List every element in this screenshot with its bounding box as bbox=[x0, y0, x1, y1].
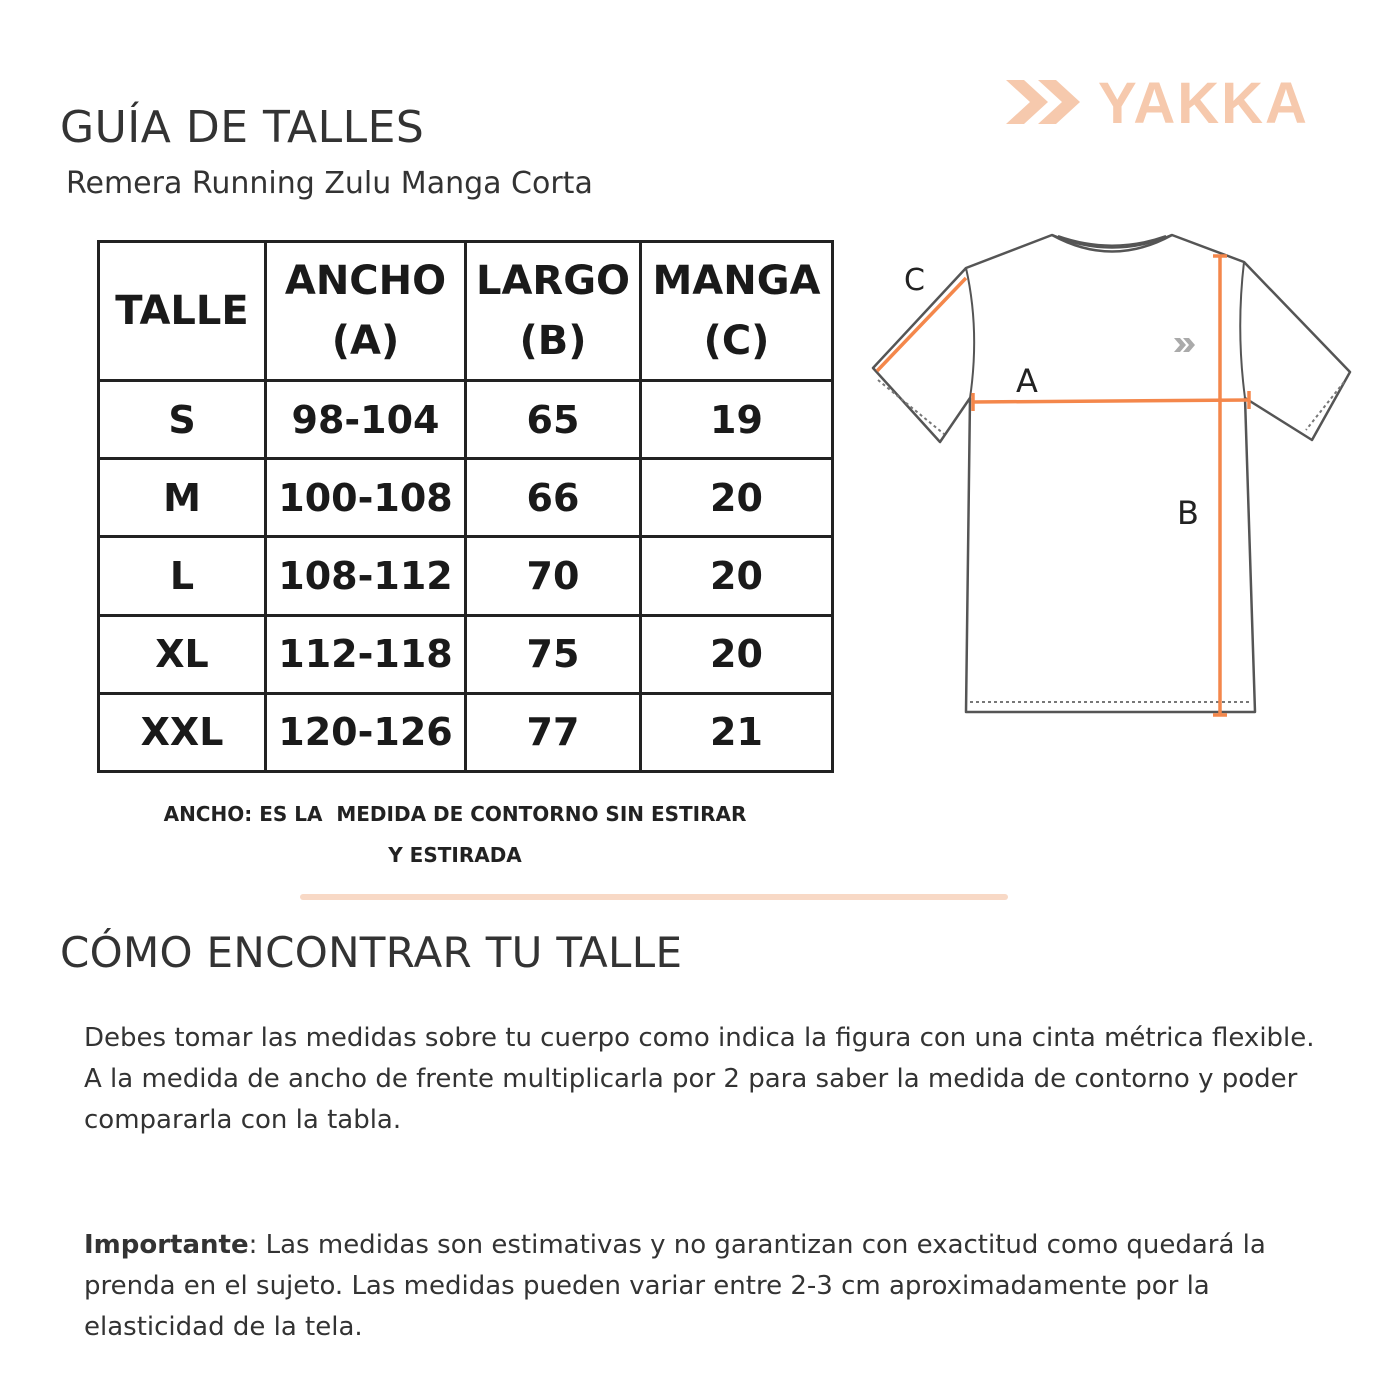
yakka-logo bbox=[1004, 74, 1334, 130]
header-largo: LARGO (B) bbox=[466, 242, 641, 381]
note-line-1: ANCHO: ES LA MEDIDA DE CONTORNO SIN ESTIRAR bbox=[163, 802, 747, 826]
cell-talle: L bbox=[99, 537, 266, 615]
header-manga: MANGA (C) bbox=[641, 242, 833, 381]
cell-largo: 65 bbox=[466, 381, 641, 459]
chest-logo-icon bbox=[1174, 338, 1195, 352]
tshirt-outline bbox=[873, 235, 1350, 712]
cell-ancho: 112-118 bbox=[266, 615, 466, 693]
cell-manga: 20 bbox=[641, 615, 833, 693]
cell-talle: S bbox=[99, 381, 266, 459]
cell-talle: M bbox=[99, 459, 266, 537]
ancho-note bbox=[100, 794, 810, 876]
measure-line-a bbox=[973, 400, 1249, 402]
table-header-row bbox=[99, 242, 833, 381]
cell-manga: 21 bbox=[641, 693, 833, 771]
table-row bbox=[99, 537, 833, 615]
cell-manga: 20 bbox=[641, 459, 833, 537]
cell-largo: 77 bbox=[466, 693, 641, 771]
table-row bbox=[99, 615, 833, 693]
cell-largo: 66 bbox=[466, 459, 641, 537]
cell-manga: 20 bbox=[641, 537, 833, 615]
cell-largo: 70 bbox=[466, 537, 641, 615]
cell-ancho: 120-126 bbox=[266, 693, 466, 771]
measure-label-a: A bbox=[1016, 362, 1038, 400]
important-paragraph bbox=[84, 1225, 1324, 1348]
table-row bbox=[99, 459, 833, 537]
header-talle: TALLE bbox=[99, 242, 266, 381]
header-ancho: ANCHO (A) bbox=[266, 242, 466, 381]
important-text: : Las medidas son estimativas y no garantizan con exactitud como quedará la prenda en el sujeto. Las medidas pueden variar entre 2-3 cm aproximadamente por la elasticidad de la tela. bbox=[84, 1230, 1266, 1342]
cell-ancho: 100-108 bbox=[266, 459, 466, 537]
note-line-2: Y ESTIRADA bbox=[388, 843, 522, 867]
measure-label-c: C bbox=[904, 263, 925, 298]
measurement-lines bbox=[877, 255, 1249, 716]
cell-largo: 75 bbox=[466, 615, 641, 693]
cell-talle: XXL bbox=[99, 693, 266, 771]
howto-title: CÓMO ENCONTRAR TU TALLE bbox=[60, 928, 683, 977]
table-row bbox=[99, 381, 833, 459]
page-title: GUÍA DE TALLES bbox=[60, 102, 425, 153]
product-subtitle: Remera Running Zulu Manga Corta bbox=[66, 166, 593, 201]
cell-ancho: 108-112 bbox=[266, 537, 466, 615]
section-divider bbox=[300, 894, 1008, 900]
table-row bbox=[99, 693, 833, 771]
cell-ancho: 98-104 bbox=[266, 381, 466, 459]
logo-x-mark bbox=[1006, 80, 1080, 124]
tshirt-diagram bbox=[860, 222, 1370, 752]
howto-paragraph: Debes tomar las medidas sobre tu cuerpo como indica la figura con una cinta métrica flexible. A la medida de ancho de frente multiplicarla por 2 para saber la medida de contorno y poder compararla con la tabla. bbox=[84, 1023, 1315, 1135]
logo-wordmark: YAKKA bbox=[1098, 74, 1309, 130]
cell-talle: XL bbox=[99, 615, 266, 693]
size-table bbox=[97, 240, 834, 773]
measure-label-b: B bbox=[1177, 494, 1199, 532]
important-label: Importante bbox=[84, 1230, 249, 1260]
cell-manga: 19 bbox=[641, 381, 833, 459]
